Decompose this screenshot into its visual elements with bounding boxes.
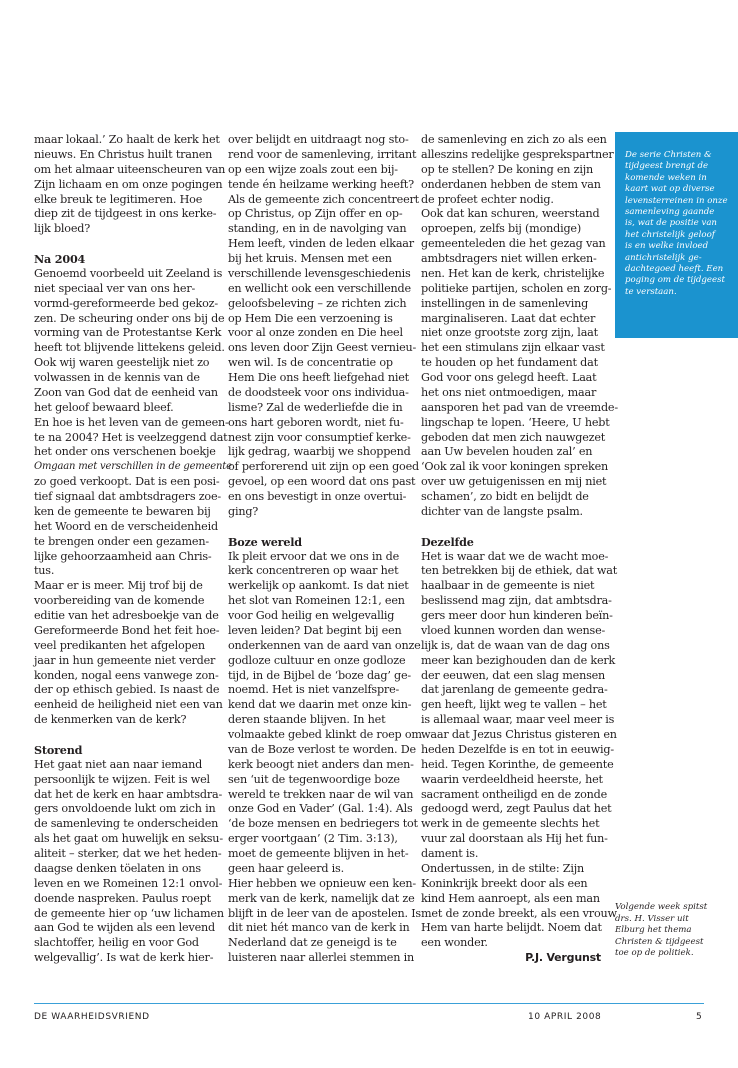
text-line: kerk concentreren op waar het (228, 564, 399, 578)
text-line: antichristelijk ge- (625, 252, 702, 263)
series-note (625, 150, 735, 298)
text-line: te na 2004? Het is veelzeggend dat (34, 430, 228, 444)
text-line: erger voortgaan’ (2 Tim. 3:13), (228, 832, 398, 846)
text-line: nest zijn voor consumptief kerke- (228, 430, 411, 444)
text-line: wen wil. Is de concentratie op (228, 356, 393, 370)
text-line: de samenleving en zich zo als een (421, 133, 607, 146)
text-line: dat jarenlang de gemeente gedra- (421, 683, 608, 697)
text-line: komende weken in (625, 172, 707, 183)
text-line: der eeuwen, dat een slag mensen (421, 668, 606, 682)
text-line: aan God te wijden als een levend (34, 921, 215, 935)
text-line: leven leiden? Dat begint bij een (228, 623, 402, 637)
author-signature: P.J. Vergunst (525, 951, 601, 965)
text-line: van de Boze verlost te worden. De (228, 742, 416, 756)
section-heading-dezelfde: Dezelfde (421, 534, 474, 549)
text-line: Volgende week spitst (615, 902, 708, 912)
paragraph (421, 549, 618, 862)
text-line: de doodsteek voor ons individua- (228, 385, 409, 399)
text-line: dit niet hét manco van de kerk in (228, 921, 410, 935)
text-line: Ik pleit ervoor dat we ons in de (228, 549, 400, 563)
text-line: dament is. (421, 847, 479, 860)
text-line: dichter van de langste psalm. (421, 504, 583, 518)
text-line: moet de gemeente blijven in het- (228, 847, 409, 860)
text-line: als het gaat om huwelijk en seksu- (34, 832, 223, 846)
text-line: haalbaar in de gemeente is niet (421, 579, 595, 593)
text-line: bij het kruis. Mensen met een (228, 252, 392, 265)
text-line: voor God heilig en welgevallig (228, 609, 395, 622)
text-line: deren staande blijven. In het (228, 713, 386, 727)
paragraph (228, 133, 419, 520)
text-line: Maar er is meer. Mij trof bij de (34, 579, 203, 593)
text-line: lijk is, dat de waan van de dag ons (421, 638, 610, 652)
text-line: onderkennen van de aard van onze (228, 638, 421, 652)
text-line: waar dat Jezus Christus gisteren en (421, 728, 617, 741)
text-line: drs. H. Visser uit (615, 913, 689, 924)
text-line: geboden dat men zich nauwgezet (421, 430, 606, 444)
text-line: sen ‘uit de tegenwoordige boze (228, 772, 400, 786)
paragraph (228, 876, 421, 966)
text-line: standing, en in de navolging van (228, 222, 407, 236)
text-line: het ons niet ontmoedigen, maar (421, 385, 597, 399)
text-line: zen. De scheuring onder ons bij de (34, 311, 225, 325)
text-line: noemd. Het is niet vanzelfspre- (228, 683, 400, 697)
text-line: Hier hebben we opnieuw een ken- (228, 876, 416, 890)
paragraph (421, 861, 617, 951)
text-line: Elburg het thema (615, 925, 692, 935)
text-line: lisme? Zal de wederliefde die in (228, 400, 403, 414)
text-line: onderdanen hebben de stem van (421, 177, 601, 191)
text-line: sacrament ontheiligd en de zonde (421, 787, 607, 801)
text-line: lingschap te lopen. ‘Heere, U hebt (421, 415, 610, 429)
text-line: ‘Ook zal ik voor koningen spreken (421, 460, 609, 474)
text-line: ken de gemeente te bewaren bij (34, 504, 211, 518)
text-line: vormd-gereformeerde bed gekoz- (34, 296, 218, 310)
text-line: om het almaar uiteenscheuren van (34, 162, 226, 176)
text-line: te brengen onder een gezamen- (34, 534, 209, 548)
text-line: te verstaan. (625, 286, 677, 297)
text-line: dat het de kerk en haar ambtsdra- (34, 787, 223, 801)
text-line: zo goed verkoopt. Dat is een posi- (34, 475, 220, 489)
text-line: verschillende levensgeschiedenis (228, 266, 411, 280)
text-line: gers onvoldoende lukt om zich in (34, 802, 216, 816)
text-line: Nederland dat ze geneigd is te (228, 936, 397, 950)
text-line: tijdgeest brengt de (625, 161, 709, 172)
text-line: schamen’, zo bidt en belijdt de (421, 490, 589, 503)
text-line: luisteren naar allerlei stemmen in (228, 951, 414, 965)
text-line: Genoemd voorbeeld uit Zeeland is (34, 266, 223, 280)
text-line: heid. Tegen Korinthe, de gemeente (421, 757, 614, 771)
text-line: kend dat we daarin met onze kin- (228, 698, 412, 712)
text-line: vloed kunnen worden dan wense- (421, 623, 606, 637)
text-line: maar lokaal.’ Zo haalt de kerk het (34, 133, 220, 146)
text-line: het onder ons verschenen boekje (34, 445, 216, 459)
text-line: werkelijk op aankomt. Is dat niet (228, 579, 409, 593)
text-line: oproepen, zelfs bij (mondige) (421, 222, 581, 236)
text-line: voor al onze zonden en Die heel (228, 326, 403, 340)
text-line: niet onze grootste zorg zijn, laat (421, 326, 598, 340)
text-line: aansporen het pad van de vreemde- (421, 400, 618, 414)
text-line: gen heeft, lijkt weg te vallen – het (421, 698, 607, 712)
paragraph (421, 133, 614, 207)
text-line: Zijn lichaam en om onze pogingen (34, 177, 223, 191)
text-line: Hem van harte belijdt. Noem dat (421, 921, 602, 935)
text-line: kaart wat op diverse (625, 184, 715, 195)
text-line: op te stellen? De koning en zijn (421, 162, 594, 176)
text-line: vorming van de Protestantse Kerk (34, 326, 222, 340)
text-line: marginaliseren. Laat dat echter (421, 311, 596, 325)
text-line: merk van de kerk, namelijk dat ze (228, 891, 415, 905)
text-line: tende én heilzame werking heeft? (228, 177, 414, 191)
text-line: Zoon van God dat de eenheid van (34, 385, 218, 399)
text-line: onze God en Vader’ (Gal. 1:4). Als (228, 802, 413, 816)
text-line: Als de gemeente zich concentreert (228, 192, 419, 206)
text-line: Ondertussen, in de stilte: Zijn (421, 861, 584, 875)
text-line: de profeet echter nodig. (421, 192, 554, 206)
text-line: het geloof bewaard bleef. (34, 400, 174, 414)
text-line: konden, nogal eens vanwege zon- (34, 668, 219, 682)
text-line: vuur zal doorstaan als Hij het fun- (421, 832, 608, 846)
text-line: en wellicht ook een verschillende (228, 281, 411, 295)
text-line: rend voor de samenleving, irritant (228, 147, 417, 161)
series-info-box (615, 132, 738, 338)
text-line: heden Dezelfde is en tot in eeuwig- (421, 742, 614, 756)
text-line: over uw getuigenissen en mij niet (421, 475, 607, 489)
text-line: ten betrekken bij de ethiek, dat wat (421, 564, 618, 578)
section-heading-na-2004: Na 2004 (34, 252, 86, 266)
text-line: beslissend mag zijn, dat ambtsdra- (421, 594, 612, 608)
text-line: op Hem Die een verzoening is (228, 311, 393, 325)
text-line: ‘de boze mensen en bedriegers tot (228, 817, 418, 831)
article-column-3 (421, 133, 618, 966)
text-line: der op ethisch gebied. Is naast de (34, 683, 220, 697)
text-line: nieuws. En Christus huilt tranen (34, 147, 213, 161)
text-line: het christelijk geloof (625, 229, 715, 240)
text-line: daagse denken töelaten in ons (34, 861, 201, 875)
text-line: tief signaal dat ambtsdragers zoe- (34, 490, 221, 503)
text-line: lijke gehoorzaamheid aan Chris- (34, 549, 212, 563)
text-line: meer kan bezighouden dan de kerk (421, 653, 616, 667)
text-line: volwassen in de kennis van de (34, 371, 200, 384)
text-line: de samenleving te onderscheiden (34, 817, 219, 831)
text-line: Koninkrijk breekt door als een (421, 876, 588, 890)
text-line: diep zit de tijdgeest in ons kerke- (34, 207, 217, 221)
text-line: gevoel, op een woord dat ons past (228, 475, 416, 489)
text-line: heeft tot blijvende littekens geleid. (34, 341, 225, 355)
text-line: werk in de gemeente slechts het (421, 817, 600, 831)
book-title: Omgaan met verschillen in de gemeente (34, 461, 232, 473)
text-line: editie van het adresboekje van de (34, 609, 219, 622)
text-line: jaar in hun gemeente niet verder (34, 653, 216, 667)
text-line: volmaakte gebed klinkt de roep om (228, 728, 422, 741)
text-line: leven en we Romeinen 12:1 onvol- (34, 876, 223, 890)
text-line: ambtsdragers niet willen erken- (421, 252, 597, 265)
text-line: gers meer door hun kinderen beïn- (421, 609, 613, 622)
text-line: nen. Het kan de kerk, christelijke (421, 266, 605, 280)
text-line: lijk gedrag, waarbij we shoppend (228, 445, 411, 459)
text-line: alleszins redelijke gesprekspartner (421, 147, 614, 161)
text-line: de kenmerken van de kerk? (34, 713, 187, 727)
text-line: kind Hem aanroept, als een man (421, 891, 600, 905)
text-line: te houden op het fundament dat (421, 356, 598, 370)
article-column-2 (228, 133, 422, 966)
text-line: slachtoffer, heilig en voor God (34, 936, 199, 950)
paragraph (34, 133, 226, 237)
text-line: de gemeente hier op ‘uw lichamen (34, 906, 224, 920)
text-line: toe op de politiek. (615, 948, 694, 958)
text-line: levensterreinen in onze (625, 195, 728, 206)
text-line: niet speciaal ver van ons her- (34, 281, 196, 295)
text-line: godloze cultuur en onze godloze (228, 653, 406, 667)
text-line: tijd, in de Bijbel de ‘boze dag’ ge- (228, 668, 412, 682)
text-line: voorbereiding van de komende (34, 594, 205, 608)
text-line: De serie Christen & (625, 150, 712, 160)
text-line: het slot van Romeinen 12:1, een (228, 594, 405, 608)
text-line: God voor ons gelegd heeft. Laat (421, 371, 597, 384)
text-line: op een wijze zoals zout een bij- (228, 162, 398, 176)
text-line: Ook wij waren geestelijk niet zo (34, 356, 210, 370)
text-line: gemeenteleden die het gezag van (421, 237, 606, 251)
text-line: Gereformeerde Bond het feit hoe- (34, 623, 220, 637)
text-line: wereld te trekken naar de wil van (228, 787, 414, 801)
footer-divider (34, 1003, 704, 1004)
text-line: elke breuk te legitimeren. Hoe (34, 192, 203, 206)
text-line: is, wat de positie van (625, 218, 717, 229)
text-line: Ook dat kan schuren, weerstand (421, 207, 600, 221)
paragraph (228, 549, 422, 877)
text-line: op Christus, op Zijn offer en op- (228, 207, 403, 221)
section-heading-boze-wereld: Boze wereld (228, 534, 302, 549)
section-heading-storend: Storend (34, 742, 83, 757)
text-line: samenleving gaande (625, 207, 715, 218)
text-line: Het gaat niet aan naar iemand (34, 757, 203, 771)
text-line: ons leven door Zijn Geest vernieu- (228, 341, 417, 355)
text-line: het Woord en de verscheidenheid (34, 519, 218, 533)
text-line: Hem Die ons heeft liefgehad niet (228, 371, 409, 384)
text-line: het een stimulans zijn elkaar vast (421, 341, 605, 355)
text-line: geloofsbeleving – ze richten zich (228, 296, 407, 310)
text-line: En hoe is het leven van de gemeen- (34, 415, 229, 429)
text-line: Christen & tijdgeest (615, 936, 704, 947)
paragraph (34, 266, 225, 416)
text-line: geen haar geleerd is. (228, 861, 344, 875)
next-week-note (615, 902, 733, 960)
article-column-1 (34, 133, 232, 966)
text-line: waarin verdeeldheid heerste, het (421, 772, 603, 786)
text-line: en ons bevestigt in onze overtui- (228, 490, 407, 503)
text-line: doende naspreken. Paulus roept (34, 891, 211, 905)
text-line: lijk bloed? (34, 222, 91, 236)
text-line: welgevallig’. Is wat de kerk hier- (34, 951, 214, 965)
text-line: tus. (34, 564, 55, 578)
text-line: aan Uw bevelen houden zal’ en (421, 445, 593, 459)
text-line: een wonder. (421, 936, 488, 950)
text-line: aliteit – sterker, dat we het heden- (34, 847, 222, 860)
text-line: kerk beoogt niet anders dan men- (228, 757, 414, 771)
text-line: of perforerend uit zijn op een goed (228, 460, 419, 474)
paragraph (421, 207, 618, 519)
text-line: instellingen in de samenleving (421, 296, 589, 310)
text-line: blijft in de leer van de apostelen. Is (228, 906, 421, 920)
text-line: poging om de tijdgeest (625, 275, 725, 286)
paragraph (34, 757, 224, 966)
text-line: dachtegoed heeft. Een (625, 264, 724, 275)
text-line: eenheid de heiligheid niet een van (34, 698, 223, 712)
text-line: politieke partijen, scholen en zorg- (421, 281, 612, 295)
text-line: Hem leeft, vinden de leden elkaar (228, 237, 414, 251)
text-line: persoonlijk te wijzen. Feit is wel (34, 772, 210, 786)
paragraph (34, 415, 232, 580)
publication-name: DE WAARHEIDSVRIEND (34, 1012, 150, 1022)
paragraph (34, 579, 223, 728)
text-line: gedoogd werd, zegt Paulus dat het (421, 802, 612, 816)
page-number: 5 (696, 1012, 703, 1022)
text-line: ging? (228, 504, 259, 518)
text-line: Het is waar dat we de wacht moe- (421, 549, 609, 563)
text-line: over belijdt en uitdraagt nog sto- (228, 133, 409, 146)
issue-date: 10 APRIL 2008 (528, 1012, 602, 1022)
text-line: is en welke invloed (625, 241, 709, 252)
text-line: ons hart geboren wordt, niet fu- (228, 415, 404, 429)
text-line: veel predikanten het afgelopen (34, 638, 205, 652)
text-line: met de zonde breekt, als een vrouw (421, 906, 617, 920)
text-line: is allemaal waar, maar veel meer is (421, 713, 615, 727)
